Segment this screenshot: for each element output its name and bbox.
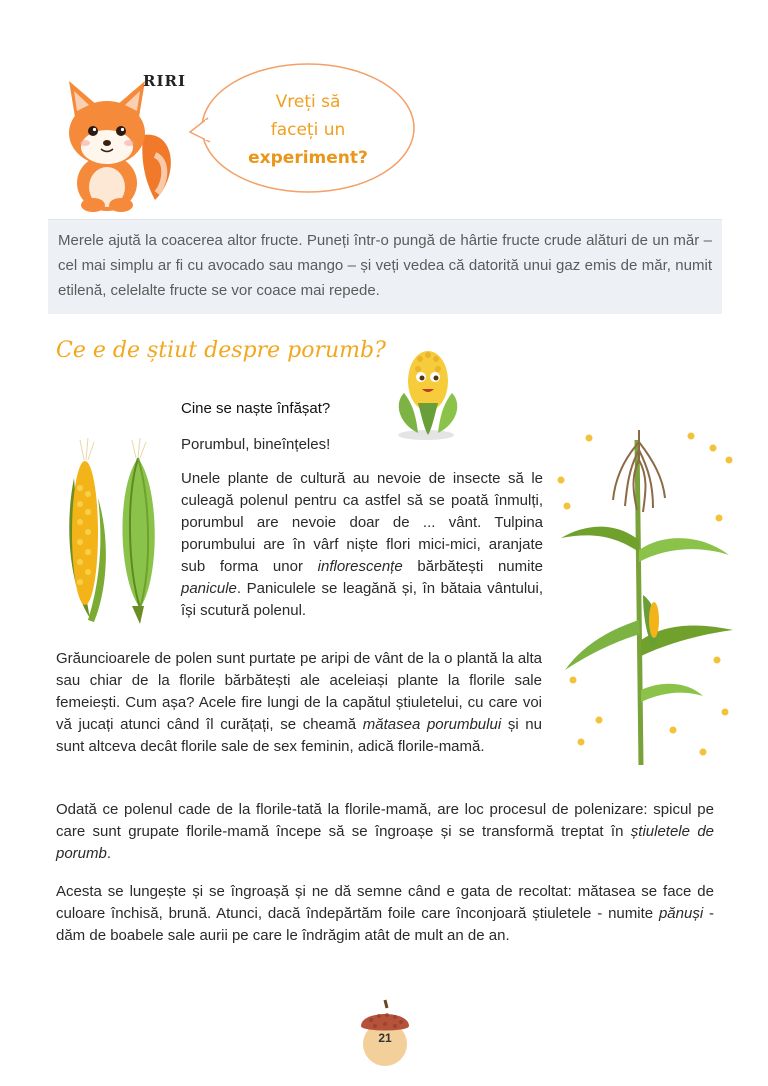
bubble-line-2: faceți un (270, 120, 346, 140)
text-run: Unele plante de cultură au nevoie de insecte să le culeagă polenul pentru ca astfel să se poată înmulți, porumbul are nevoie doar de ... vânt. Tulpina porumbului are în vârf niște flori mici-mici, aranjate sub forma unor (181, 470, 543, 575)
info-box (48, 219, 722, 314)
text-run: și nu sunt altceva decât florile sale de sex feminin, adică florile-mamă. (56, 716, 542, 755)
speech-bubble-text (232, 88, 384, 172)
text-run: Grăuncioarele de polen sunt purtate pe aripi de vânt de la o plantă la alta sau chiar de la florile bărbătești ale aceleiași plante la florile sale femeiești. Cum așa? Acele fire lungi de la capătul știuletelui, cu care voi vă jucați atunci când îl curățați, se cheamă (56, 650, 542, 733)
text-run: Acesta se lungește și se îngroașă și ne dă semne când e gata de recoltat: mătasea se face de culoare închisă, brună. Atunci, dacă îndepărtăm foile care înconjoară știuletele - numite (56, 883, 714, 922)
bubble-line-1: Vreți să (275, 92, 341, 112)
emphasis: inflorescențe (317, 558, 403, 575)
section-title: Ce e de știut despre porumb? (56, 338, 386, 363)
answer-paragraph: Porumbul, bineînțeles! (181, 436, 331, 453)
question-heading: Cine se naște înfășat? (181, 400, 331, 417)
corn-cobs-icon (60, 438, 170, 628)
paragraph-harvest (56, 881, 714, 947)
corn-plant-icon (553, 420, 743, 775)
emphasis: știuletele de porumb (56, 823, 715, 862)
fox-mascot-icon (55, 75, 175, 215)
paragraph-pollen (56, 648, 542, 758)
bubble-line-3: experiment? (248, 148, 368, 168)
emphasis: mătasea porumbului (362, 716, 502, 733)
text-run: bărbătești numite (402, 558, 543, 575)
text-run: . Paniculele se leagănă și, în bătaia vântului, își scutură polenul. (181, 580, 543, 619)
text-run: . (106, 845, 112, 862)
text-run: - dăm de boabele sale aurii pe care le îndrăgim atât de mult an de an. (56, 905, 714, 944)
info-box-text: Merele ajută la coacerea altor fructe. Puneți într-o pungă de hârtie fructe crude alături de un măr – cel mai simplu ar fi cu avocado sau mango – și veți vedea că datorită unui gaz emis de măr, numit etilenă, celelalte fructe se vor coace mai repede. (58, 232, 712, 299)
paragraph-process (56, 799, 714, 865)
paragraph-pollination (181, 468, 543, 622)
emphasis: pănuși (658, 905, 704, 922)
character-name: RIRI (143, 72, 186, 90)
emphasis: panicule (181, 580, 237, 597)
page-number: 21 (378, 1031, 392, 1045)
text-run: Odată ce polenul cade de la florile-tată la florile-mamă, are loc procesul de polenizare: spicul pe care sunt grupate florile-mamă începe să se îngroașe și se transformă treptat în (56, 801, 714, 840)
corn-character-icon (388, 343, 468, 443)
